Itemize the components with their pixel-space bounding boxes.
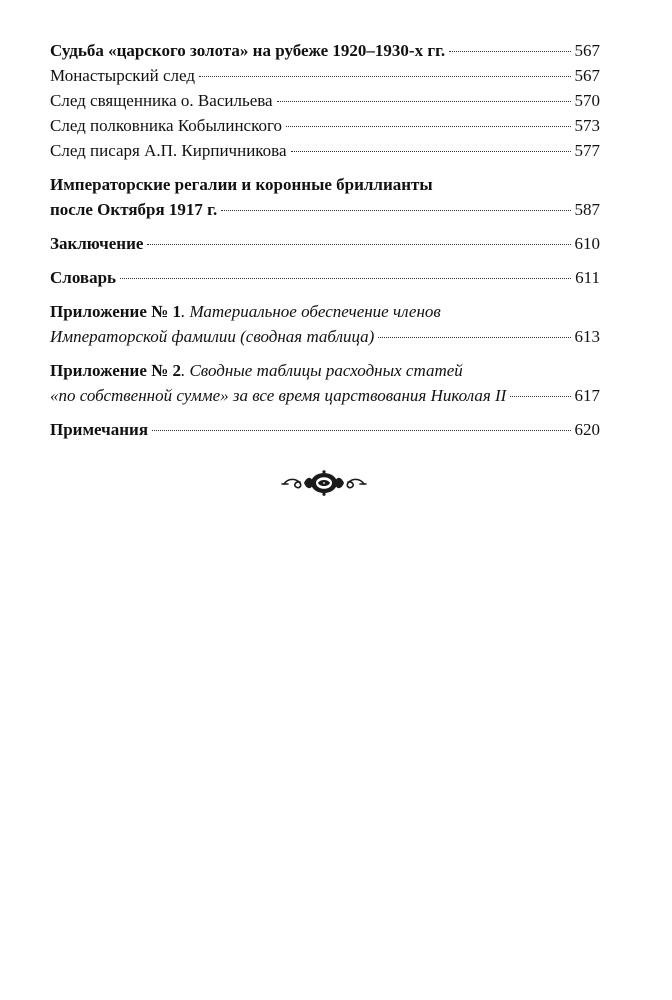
toc-leader-dots: [291, 151, 571, 152]
toc-page-number: 611: [575, 268, 600, 287]
toc-line: [50, 172, 600, 197]
ornament-vignette-icon: [280, 470, 368, 496]
toc-line: [50, 383, 600, 408]
toc-entry-title: След священника о. Васильева: [50, 91, 273, 110]
toc-entry-gold-fate[interactable]: [50, 38, 600, 63]
toc-entry-title: Монастырский след: [50, 66, 195, 85]
toc-entry-kobylinsky-trace[interactable]: [50, 113, 600, 138]
toc-leader-dots: [199, 76, 571, 77]
toc-entry-imperial-regalia[interactable]: [50, 172, 600, 222]
toc-leader-dots: [147, 244, 570, 245]
toc-line: [50, 38, 600, 63]
toc-leader-dots: [510, 396, 570, 397]
toc-leader-dots: [221, 210, 570, 211]
toc-entry-title-continued: «по собственной сумме» за все время царствования Николая II: [50, 386, 507, 405]
toc-entry-monastery-trace[interactable]: [50, 63, 600, 88]
toc-entry-glossary[interactable]: [50, 265, 600, 290]
toc-entry-title: . Сводные таблицы расходных статей: [180, 361, 463, 380]
toc-entry-appendix-1[interactable]: [50, 299, 600, 349]
toc-line: [50, 299, 600, 324]
toc-line: [50, 324, 600, 349]
toc-leader-dots: [152, 430, 570, 431]
table-of-contents: [50, 38, 600, 442]
toc-line: [50, 197, 600, 222]
toc-entry-title-continued: Императорской фамилии (сводная таблица): [50, 327, 375, 346]
toc-line: [50, 358, 600, 383]
toc-entry-title: . Материальное обеспечение членов: [180, 302, 441, 321]
toc-entry-notes[interactable]: [50, 417, 600, 442]
toc-leader-dots: [286, 126, 570, 127]
toc-entry-title: Примечания: [50, 420, 149, 439]
toc-line: [50, 63, 600, 88]
toc-entry-vasiliev-trace[interactable]: [50, 88, 600, 113]
toc-entry-kirpichnikov-trace[interactable]: [50, 138, 600, 163]
toc-entry-title: След полковника Кобылинского: [50, 116, 283, 135]
toc-line: [50, 113, 600, 138]
toc-page-number: 610: [574, 234, 600, 253]
toc-line: [50, 88, 600, 113]
toc-entry-title: Заключение: [50, 234, 144, 253]
toc-page-number: 567: [574, 41, 600, 60]
toc-entry-title: След писаря А.П. Кирпичникова: [50, 141, 287, 160]
toc-page-number: 570: [574, 91, 600, 110]
toc-entry-conclusion[interactable]: [50, 231, 600, 256]
toc-line: [50, 231, 600, 256]
toc-line: [50, 265, 600, 290]
toc-page-number: 573: [574, 116, 600, 135]
toc-page-number: 620: [574, 420, 600, 439]
toc-page-number: 587: [574, 200, 600, 219]
toc-line: [50, 138, 600, 163]
toc-entry-label: Приложение № 1: [50, 302, 181, 321]
toc-entry-label: Приложение № 2: [50, 361, 181, 380]
toc-leader-dots: [277, 101, 571, 102]
toc-entry-title: Императорские регалии и коронные бриллианты: [50, 175, 433, 194]
toc-page-number: 567: [574, 66, 600, 85]
toc-page-number: 613: [574, 327, 600, 346]
toc-page-number: 617: [574, 386, 600, 405]
toc-page-number: 577: [574, 141, 600, 160]
toc-entry-title: Судьба «царского золота» на рубеже 1920–1930-х гг.: [50, 41, 446, 60]
toc-entry-title: Словарь: [50, 268, 117, 287]
toc-leader-dots: [120, 278, 571, 279]
toc-leader-dots: [378, 337, 570, 338]
toc-line: [50, 417, 600, 442]
toc-leader-dots: [449, 51, 570, 52]
toc-entry-appendix-2[interactable]: [50, 358, 600, 408]
toc-entry-title-continued: после Октября 1917 г.: [50, 200, 218, 219]
